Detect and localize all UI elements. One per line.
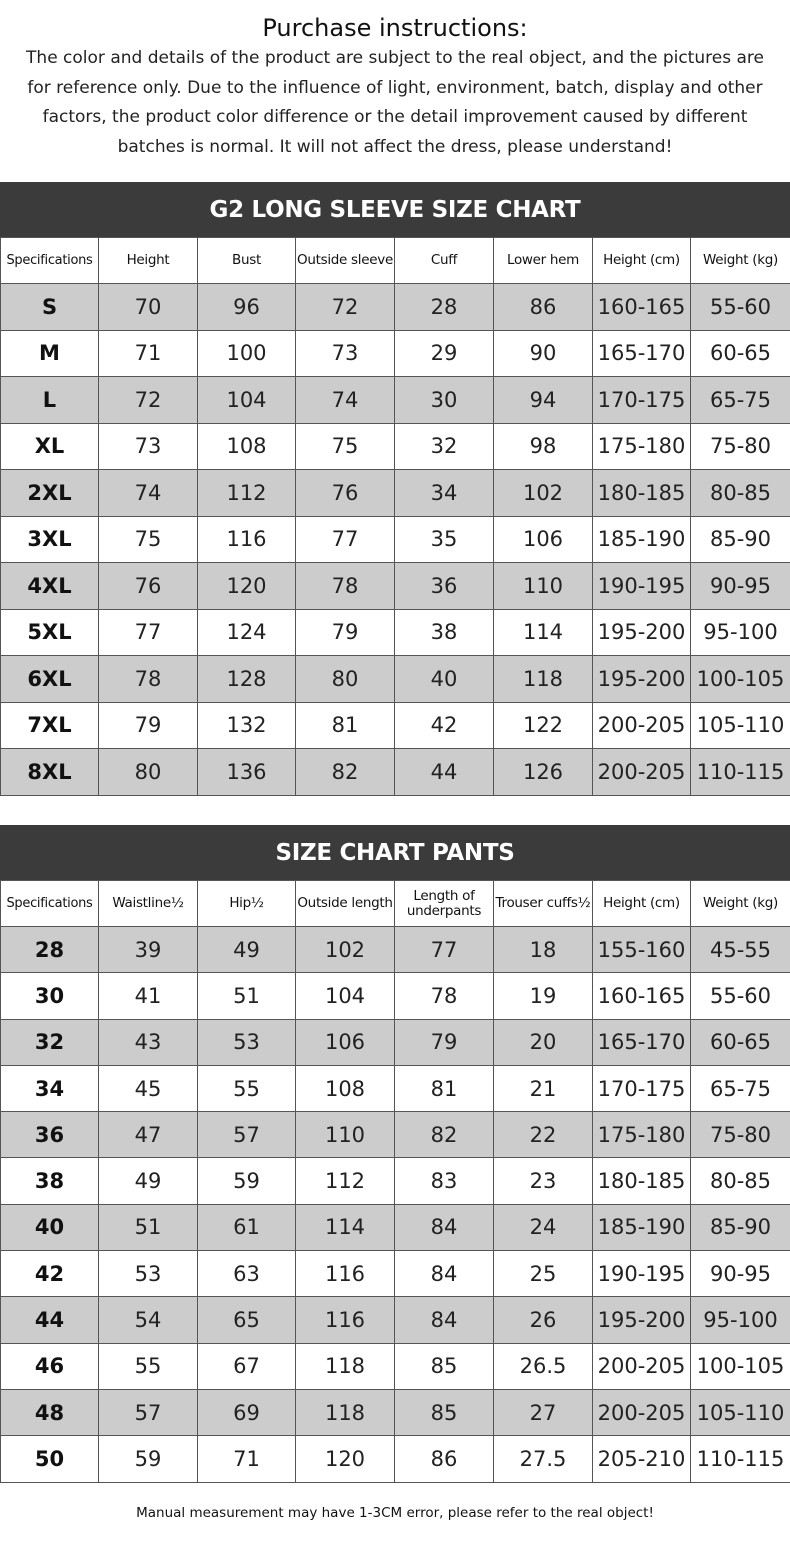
table-cell: 108 (198, 423, 296, 470)
table-cell: 180-185 (593, 470, 691, 517)
table-cell: 69 (198, 1389, 296, 1435)
size-label: 44 (1, 1297, 99, 1343)
table-cell: 35 (395, 516, 494, 563)
table-row (1, 1065, 790, 1111)
size-label: S (1, 284, 99, 331)
table-cell: 83 (395, 1158, 494, 1204)
table-row (1, 330, 790, 377)
table-cell: 116 (296, 1297, 395, 1343)
pants-size-table (0, 880, 790, 1483)
table-cell: 75-80 (691, 1112, 790, 1158)
shirt-chart-title: G2 LONG SLEEVE SIZE CHART (0, 182, 790, 237)
table-row (1, 284, 790, 331)
table-cell: 185-190 (593, 516, 691, 563)
table-cell: 114 (494, 609, 593, 656)
table-cell: 120 (198, 563, 296, 610)
size-label: 8XL (1, 749, 99, 796)
table-row (1, 470, 790, 517)
table-cell: 63 (198, 1251, 296, 1297)
table-cell: 59 (198, 1158, 296, 1204)
table-cell: 70 (99, 284, 198, 331)
table-cell: 34 (395, 470, 494, 517)
table-cell: 180-185 (593, 1158, 691, 1204)
table-cell: 98 (494, 423, 593, 470)
table-cell: 110 (296, 1112, 395, 1158)
table-row (1, 1297, 790, 1343)
table-cell: 100-105 (691, 656, 790, 703)
table-cell: 170-175 (593, 377, 691, 424)
table-cell: 190-195 (593, 1251, 691, 1297)
table-cell: 20 (494, 1019, 593, 1065)
table-cell: 124 (198, 609, 296, 656)
instructions-title: Purchase instructions: (262, 14, 528, 42)
table-cell: 74 (296, 377, 395, 424)
table-cell: 100 (198, 330, 296, 377)
table-cell: 85 (395, 1389, 494, 1435)
table-cell: 81 (296, 702, 395, 749)
table-cell: 75 (296, 423, 395, 470)
table-cell: 120 (296, 1436, 395, 1482)
table-cell: 75 (99, 516, 198, 563)
column-header: Bust (198, 238, 296, 284)
table-cell: 65 (198, 1297, 296, 1343)
table-cell: 85-90 (691, 516, 790, 563)
table-cell: 80-85 (691, 470, 790, 517)
table-cell: 108 (296, 1065, 395, 1111)
table-cell: 95-100 (691, 609, 790, 656)
table-row (1, 1389, 790, 1435)
table-row (1, 609, 790, 656)
size-label: 40 (1, 1204, 99, 1250)
column-header: Height (cm) (593, 238, 691, 284)
shirt-size-table (0, 237, 790, 796)
table-cell: 22 (494, 1112, 593, 1158)
table-cell: 43 (99, 1019, 198, 1065)
table-cell: 32 (395, 423, 494, 470)
table-cell: 185-190 (593, 1204, 691, 1250)
table-cell: 42 (395, 702, 494, 749)
table-cell: 49 (198, 927, 296, 973)
table-cell: 55 (198, 1065, 296, 1111)
table-row (1, 1343, 790, 1389)
table-cell: 200-205 (593, 1389, 691, 1435)
table-cell: 112 (296, 1158, 395, 1204)
column-header: Outside sleeve (296, 238, 395, 284)
table-cell: 72 (296, 284, 395, 331)
table-cell: 86 (395, 1436, 494, 1482)
table-cell: 77 (296, 516, 395, 563)
table-cell: 23 (494, 1158, 593, 1204)
table-cell: 118 (494, 656, 593, 703)
column-header: Hip½ (198, 881, 296, 927)
table-row (1, 1204, 790, 1250)
table-cell: 195-200 (593, 1297, 691, 1343)
column-header: Outside length (296, 881, 395, 927)
table-row (1, 1251, 790, 1297)
table-cell: 45-55 (691, 927, 790, 973)
table-cell: 102 (494, 470, 593, 517)
table-cell: 72 (99, 377, 198, 424)
size-label: 3XL (1, 516, 99, 563)
table-cell: 29 (395, 330, 494, 377)
table-row (1, 1019, 790, 1065)
size-label: 34 (1, 1065, 99, 1111)
table-cell: 205-210 (593, 1436, 691, 1482)
table-cell: 26 (494, 1297, 593, 1343)
table-cell: 116 (198, 516, 296, 563)
table-cell: 77 (395, 927, 494, 973)
column-header: Weight (kg) (691, 238, 790, 284)
table-cell: 71 (99, 330, 198, 377)
table-row (1, 1112, 790, 1158)
table-cell: 112 (198, 470, 296, 517)
table-cell: 60-65 (691, 1019, 790, 1065)
table-cell: 170-175 (593, 1065, 691, 1111)
table-cell: 175-180 (593, 423, 691, 470)
size-label: 32 (1, 1019, 99, 1065)
size-label: 4XL (1, 563, 99, 610)
table-cell: 76 (296, 470, 395, 517)
measurement-note: Manual measurement may have 1-3CM error, please refer to the real object! (136, 1505, 654, 1521)
table-cell: 30 (395, 377, 494, 424)
table-cell: 90-95 (691, 1251, 790, 1297)
table-cell: 24 (494, 1204, 593, 1250)
size-label: 50 (1, 1436, 99, 1482)
table-cell: 82 (395, 1112, 494, 1158)
table-row (1, 377, 790, 424)
size-label: 46 (1, 1343, 99, 1389)
table-row (1, 749, 790, 796)
table-cell: 195-200 (593, 656, 691, 703)
table-cell: 200-205 (593, 749, 691, 796)
table-cell: 54 (99, 1297, 198, 1343)
table-row (1, 702, 790, 749)
table-cell: 78 (99, 656, 198, 703)
table-cell: 78 (296, 563, 395, 610)
table-cell: 85 (395, 1343, 494, 1389)
table-cell: 73 (296, 330, 395, 377)
table-cell: 85-90 (691, 1204, 790, 1250)
table-cell: 78 (395, 973, 494, 1019)
column-header: Waistline½ (99, 881, 198, 927)
size-label: 42 (1, 1251, 99, 1297)
table-cell: 155-160 (593, 927, 691, 973)
table-cell: 200-205 (593, 1343, 691, 1389)
size-label: 2XL (1, 470, 99, 517)
table-cell: 79 (296, 609, 395, 656)
table-cell: 28 (395, 284, 494, 331)
table-cell: 79 (99, 702, 198, 749)
table-cell: 25 (494, 1251, 593, 1297)
size-label: 6XL (1, 656, 99, 703)
table-cell: 44 (395, 749, 494, 796)
table-cell: 110 (494, 563, 593, 610)
column-header: Trouser cuffs½ (494, 881, 593, 927)
table-cell: 82 (296, 749, 395, 796)
table-cell: 40 (395, 656, 494, 703)
table-cell: 65-75 (691, 1065, 790, 1111)
table-cell: 132 (198, 702, 296, 749)
table-cell: 73 (99, 423, 198, 470)
table-cell: 55-60 (691, 973, 790, 1019)
table-cell: 175-180 (593, 1112, 691, 1158)
table-cell: 79 (395, 1019, 494, 1065)
table-cell: 39 (99, 927, 198, 973)
size-label: L (1, 377, 99, 424)
table-cell: 200-205 (593, 702, 691, 749)
table-cell: 80 (99, 749, 198, 796)
table-cell: 47 (99, 1112, 198, 1158)
table-cell: 104 (198, 377, 296, 424)
table-cell: 128 (198, 656, 296, 703)
table-cell: 84 (395, 1297, 494, 1343)
table-row (1, 656, 790, 703)
table-cell: 126 (494, 749, 593, 796)
table-cell: 118 (296, 1343, 395, 1389)
table-row (1, 1436, 790, 1482)
column-header: Specifications (1, 881, 99, 927)
table-cell: 77 (99, 609, 198, 656)
table-cell: 45 (99, 1065, 198, 1111)
table-cell: 160-165 (593, 973, 691, 1019)
table-cell: 114 (296, 1204, 395, 1250)
table-cell: 90-95 (691, 563, 790, 610)
table-cell: 51 (99, 1204, 198, 1250)
column-header: Weight (kg) (691, 881, 790, 927)
table-cell: 116 (296, 1251, 395, 1297)
size-label: 48 (1, 1389, 99, 1435)
table-cell: 190-195 (593, 563, 691, 610)
table-cell: 90 (494, 330, 593, 377)
table-cell: 61 (198, 1204, 296, 1250)
table-cell: 65-75 (691, 377, 790, 424)
size-label: 38 (1, 1158, 99, 1204)
table-cell: 80-85 (691, 1158, 790, 1204)
table-cell: 122 (494, 702, 593, 749)
table-cell: 84 (395, 1251, 494, 1297)
table-cell: 94 (494, 377, 593, 424)
table-row (1, 563, 790, 610)
table-cell: 86 (494, 284, 593, 331)
table-cell: 59 (99, 1436, 198, 1482)
column-header: Length of underpants (395, 881, 494, 927)
table-cell: 105-110 (691, 702, 790, 749)
size-label: XL (1, 423, 99, 470)
table-cell: 18 (494, 927, 593, 973)
table-row (1, 973, 790, 1019)
column-header: Lower hem (494, 238, 593, 284)
table-cell: 55-60 (691, 284, 790, 331)
table-cell: 165-170 (593, 1019, 691, 1065)
table-cell: 95-100 (691, 1297, 790, 1343)
column-header: Height (cm) (593, 881, 691, 927)
size-label: 28 (1, 927, 99, 973)
table-cell: 96 (198, 284, 296, 331)
table-cell: 76 (99, 563, 198, 610)
purchase-instructions (0, 12, 790, 162)
table-cell: 49 (99, 1158, 198, 1204)
table-row (1, 927, 790, 973)
table-cell: 27.5 (494, 1436, 593, 1482)
table-cell: 84 (395, 1204, 494, 1250)
table-cell: 26.5 (494, 1343, 593, 1389)
table-cell: 41 (99, 973, 198, 1019)
table-cell: 55 (99, 1343, 198, 1389)
table-row (1, 423, 790, 470)
table-cell: 36 (395, 563, 494, 610)
size-label: M (1, 330, 99, 377)
table-cell: 136 (198, 749, 296, 796)
table-cell: 106 (494, 516, 593, 563)
size-label: 5XL (1, 609, 99, 656)
table-cell: 104 (296, 973, 395, 1019)
table-cell: 81 (395, 1065, 494, 1111)
table-cell: 53 (198, 1019, 296, 1065)
column-header: Specifications (1, 238, 99, 284)
table-header-row (1, 238, 790, 284)
table-cell: 110-115 (691, 1436, 790, 1482)
size-label: 7XL (1, 702, 99, 749)
table-cell: 80 (296, 656, 395, 703)
instructions-text: The color and details of the product are subject to the real object, and the pictures are for reference only. Due to the influence of light, environment, batch, display and other factors, the product color difference or the detail improvement caused by different batches is normal. It will not affect the dress, please understand! (26, 48, 764, 157)
table-cell: 27 (494, 1389, 593, 1435)
table-row (1, 516, 790, 563)
table-cell: 71 (198, 1436, 296, 1482)
table-cell: 100-105 (691, 1343, 790, 1389)
size-label: 36 (1, 1112, 99, 1158)
table-cell: 38 (395, 609, 494, 656)
table-cell: 118 (296, 1389, 395, 1435)
table-cell: 57 (99, 1389, 198, 1435)
table-cell: 75-80 (691, 423, 790, 470)
table-cell: 102 (296, 927, 395, 973)
table-cell: 21 (494, 1065, 593, 1111)
table-cell: 51 (198, 973, 296, 1019)
table-cell: 105-110 (691, 1389, 790, 1435)
table-cell: 110-115 (691, 749, 790, 796)
column-header: Cuff (395, 238, 494, 284)
column-header: Height (99, 238, 198, 284)
table-cell: 160-165 (593, 284, 691, 331)
table-cell: 53 (99, 1251, 198, 1297)
table-cell: 19 (494, 973, 593, 1019)
table-cell: 106 (296, 1019, 395, 1065)
table-cell: 195-200 (593, 609, 691, 656)
table-cell: 74 (99, 470, 198, 517)
table-cell: 67 (198, 1343, 296, 1389)
table-cell: 60-65 (691, 330, 790, 377)
pants-chart-title: SIZE CHART PANTS (0, 825, 790, 880)
table-cell: 57 (198, 1112, 296, 1158)
table-header-row (1, 881, 790, 927)
table-cell: 165-170 (593, 330, 691, 377)
table-row (1, 1158, 790, 1204)
size-label: 30 (1, 973, 99, 1019)
